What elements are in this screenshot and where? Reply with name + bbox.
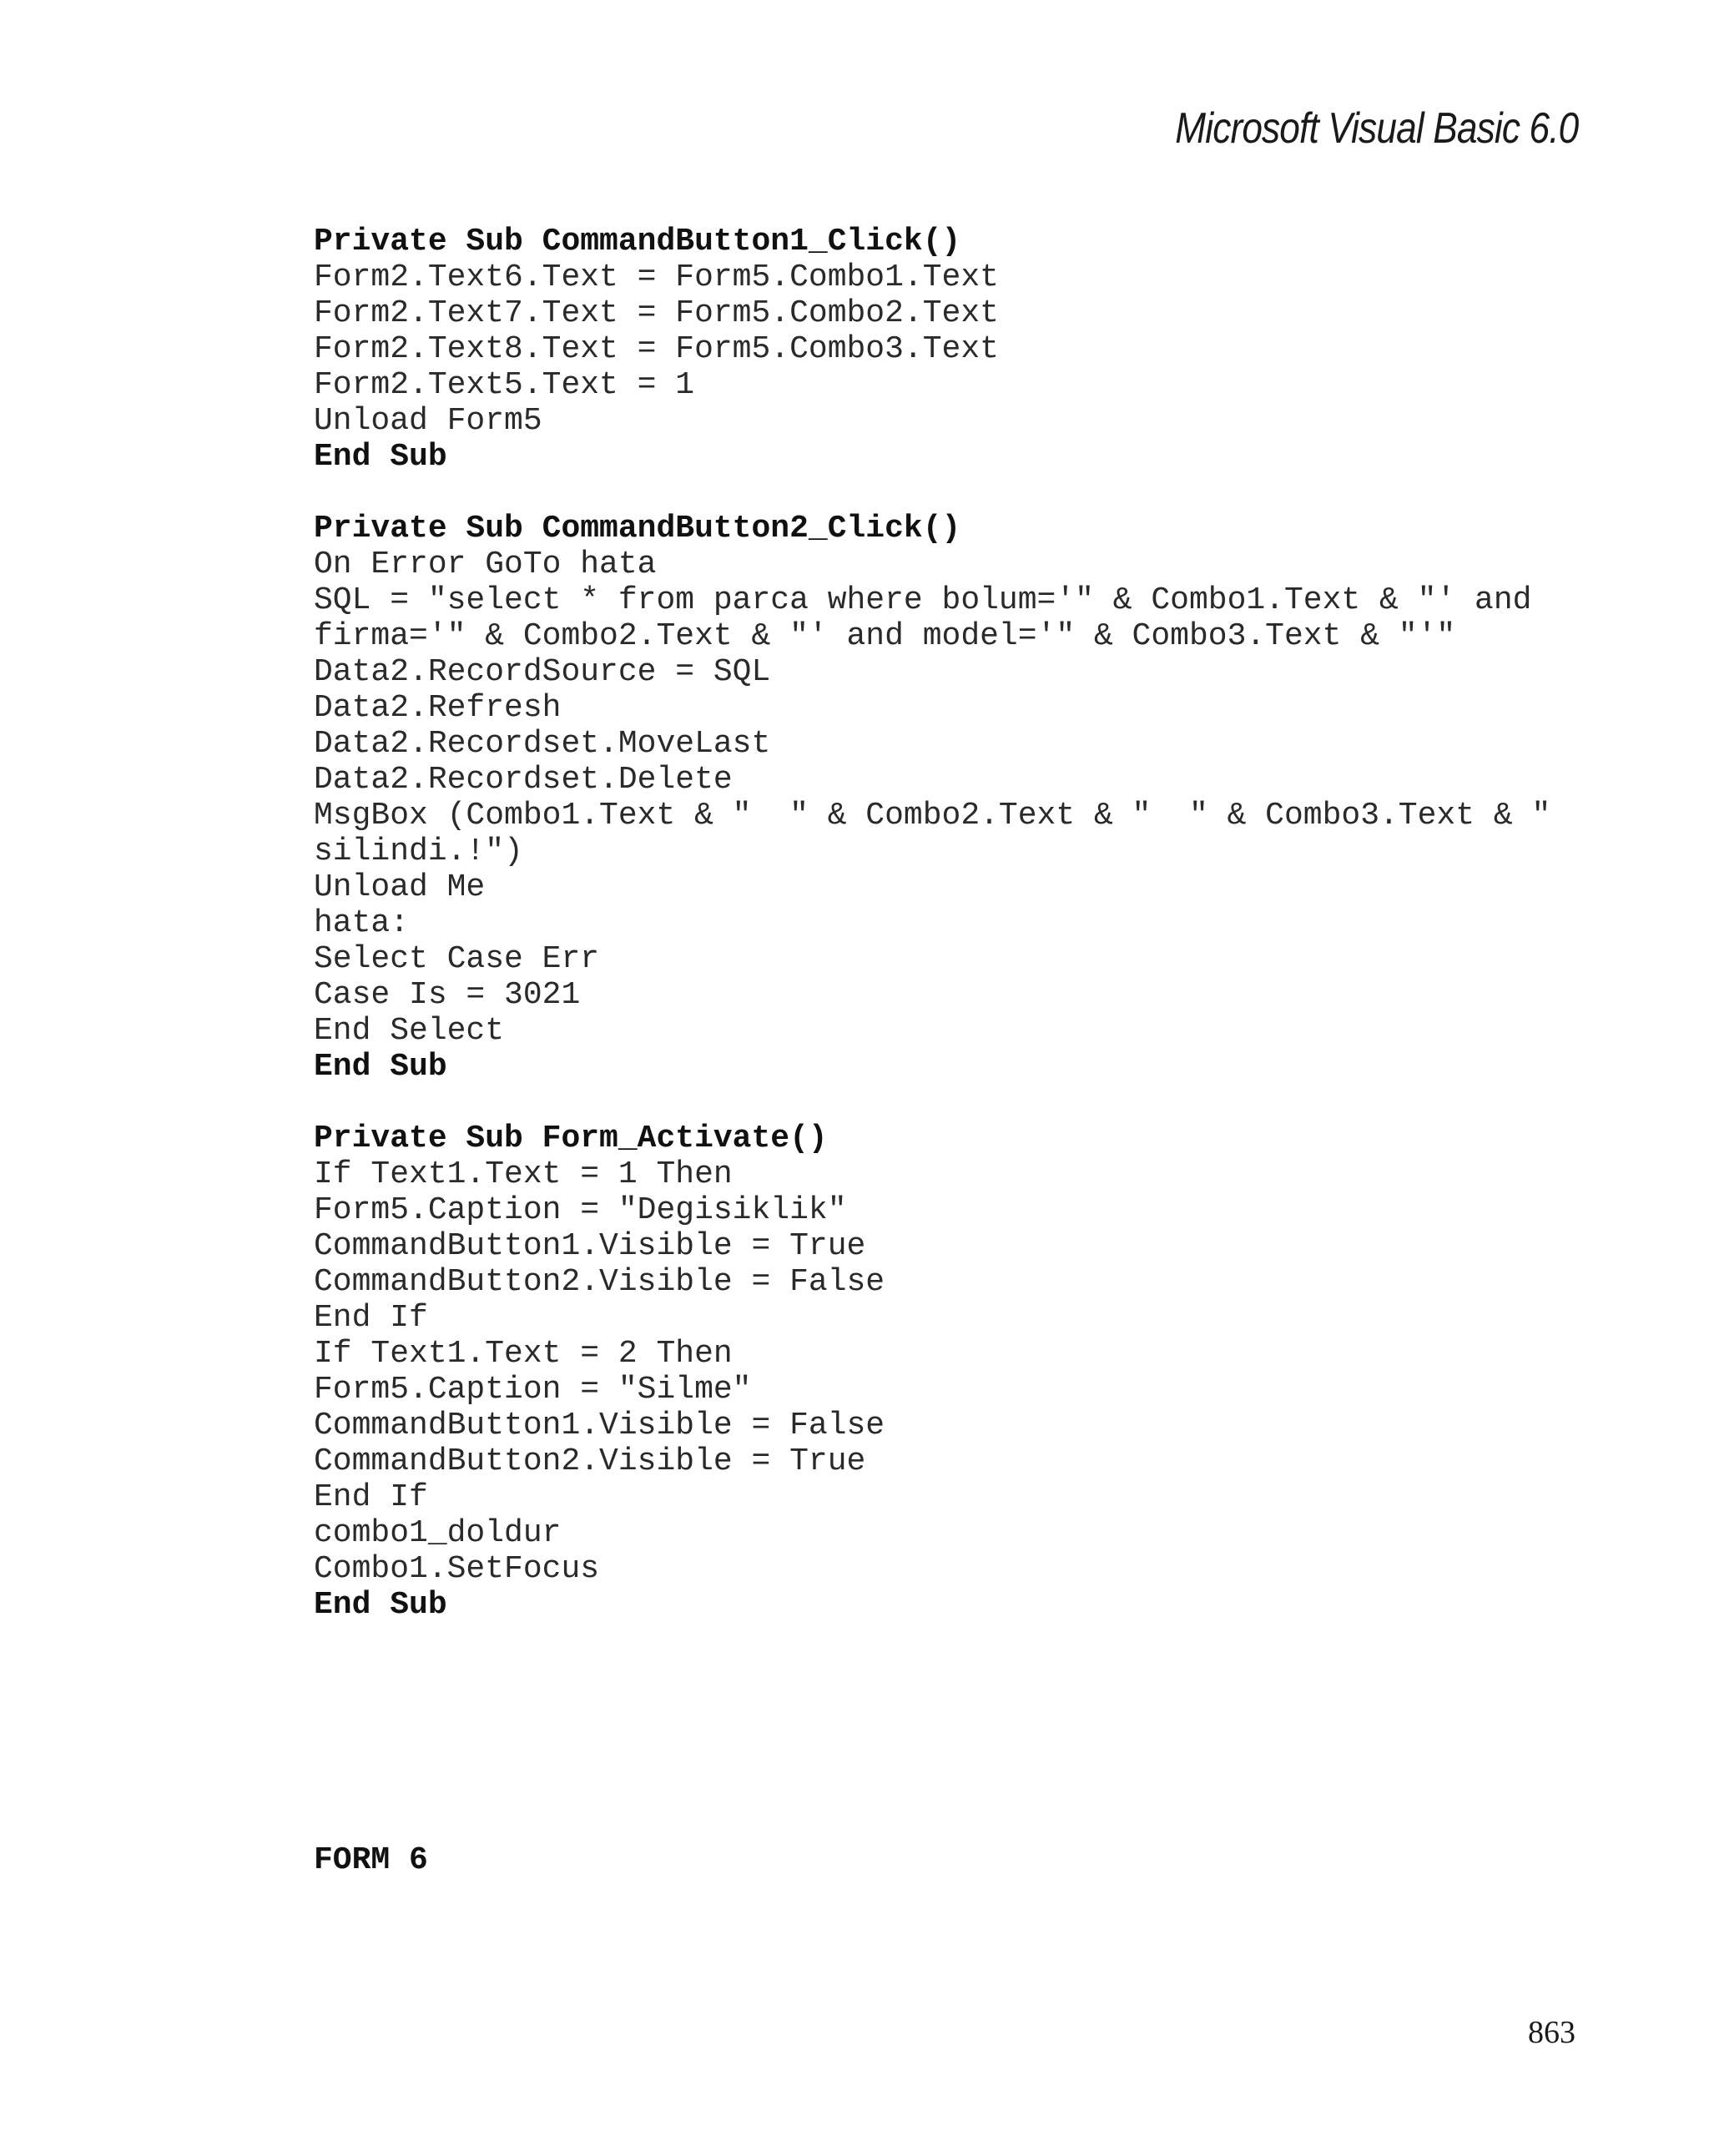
code-line: hata: xyxy=(314,905,410,941)
page-header-title: Microsoft Visual Basic 6.0 xyxy=(1174,104,1578,153)
code-line xyxy=(314,1085,1616,1121)
code-line-declaration: End Sub xyxy=(314,439,447,475)
section-heading: FORM 6 xyxy=(314,1842,428,1878)
code-line: silindi.!") xyxy=(314,834,523,869)
code-line: Select Case Err xyxy=(314,941,600,977)
code-line xyxy=(314,475,1616,511)
code-line: Unload Me xyxy=(314,869,486,905)
code-line-declaration: Private Sub CommandButton1_Click() xyxy=(314,224,961,259)
code-listing xyxy=(314,224,1616,1623)
code-line: Case Is = 3021 xyxy=(314,977,581,1013)
code-line: Form2.Text5.Text = 1 xyxy=(314,367,695,403)
code-line-declaration: End Sub xyxy=(314,1049,447,1085)
code-line: CommandButton2.Visible = True xyxy=(314,1443,866,1479)
code-line-declaration: Private Sub CommandButton2_Click() xyxy=(314,511,961,547)
code-line: Unload Form5 xyxy=(314,403,542,439)
code-line: End Select xyxy=(314,1013,505,1049)
code-line: combo1_doldur xyxy=(314,1515,562,1551)
code-line: CommandButton1.Visible = False xyxy=(314,1408,885,1443)
code-line: Data2.Recordset.MoveLast xyxy=(314,726,771,762)
code-line-declaration: End Sub xyxy=(314,1587,447,1623)
code-line: If Text1.Text = 1 Then xyxy=(314,1156,733,1192)
code-line: CommandButton2.Visible = False xyxy=(314,1264,885,1300)
code-line: Data2.Refresh xyxy=(314,690,562,726)
code-line: SQL = "select * from parca where bolum='" & Combo1.Text & "' and xyxy=(314,582,1532,618)
code-line: Form5.Caption = "Degisiklik" xyxy=(314,1192,847,1228)
code-line: firma='" & Combo2.Text & "' and model='" & Combo3.Text & "'" xyxy=(314,618,1456,654)
code-line: End If xyxy=(314,1300,428,1336)
code-line: Form2.Text6.Text = Form5.Combo1.Text xyxy=(314,259,999,295)
code-line: Data2.Recordset.Delete xyxy=(314,762,733,798)
page-number: 863 xyxy=(1528,2015,1575,2050)
code-line: Form2.Text7.Text = Form5.Combo2.Text xyxy=(314,295,999,331)
code-line: End If xyxy=(314,1479,428,1515)
code-line: Data2.RecordSource = SQL xyxy=(314,654,771,690)
code-line: CommandButton1.Visible = True xyxy=(314,1228,866,1264)
code-line: MsgBox (Combo1.Text & " " & Combo2.Text & " " & Combo3.Text & " xyxy=(314,798,1551,834)
code-line: If Text1.Text = 2 Then xyxy=(314,1336,733,1372)
code-line: On Error GoTo hata xyxy=(314,547,657,582)
code-line-declaration: Private Sub Form_Activate() xyxy=(314,1121,828,1156)
code-line: Combo1.SetFocus xyxy=(314,1551,600,1587)
code-line: Form2.Text8.Text = Form5.Combo3.Text xyxy=(314,331,999,367)
code-line: Form5.Caption = "Silme" xyxy=(314,1372,752,1408)
